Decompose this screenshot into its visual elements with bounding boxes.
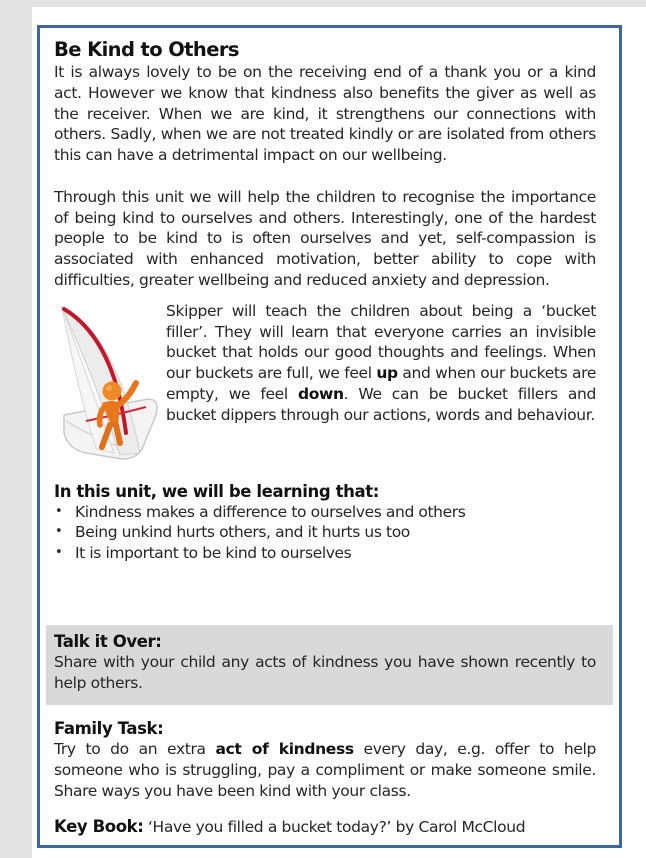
family-task-text: Try to do an extra act of kindness every day, e.g. offer to help someone who is struggling, pay a compliment or make someone smile. Share ways you have been kind with your class. (54, 740, 596, 800)
talk-it-over-heading: Talk it Over: (54, 632, 162, 651)
bold-down: down (297, 384, 344, 403)
learning-list (54, 502, 596, 564)
list-item: • It is important to be kind to ourselves (54, 543, 596, 564)
main-content (54, 38, 596, 563)
bold-act-of-kindness: act of kindness (215, 740, 354, 758)
skipper-section (54, 301, 596, 469)
family-task-section (54, 718, 596, 801)
key-book-title: ‘Have you filled a bucket today?’ by Carol McCloud (143, 818, 526, 836)
bold-up: up (376, 364, 398, 383)
sailboat-skipper-icon (56, 303, 164, 463)
family-task-heading: Family Task: (54, 719, 164, 738)
list-item: • Kindness makes a difference to ourselves and others (54, 502, 596, 523)
talk-it-over-box (46, 625, 613, 705)
list-item: • Being unkind hurts others, and it hurts us too (54, 522, 596, 543)
unit-paragraph: Through this unit we will help the children to recognise the importance of being kind to ourselves and others. Interestingly, one of the hardest people to be kind to is often ourselves and yet, self-compassion is associated with enhanced motivation, better ability to cope with difficulties, greater wellbeing and reduced anxiety and depression. (54, 187, 596, 289)
talk-it-over-text: Share with your child any acts of kindness you have shown recently to help others. (54, 653, 596, 692)
learning-heading: In this unit, we will be learning that: (54, 481, 379, 501)
key-book-line (54, 816, 614, 838)
key-book-label: Key Book: (54, 817, 144, 836)
intro-paragraph: It is always lovely to be on the receiving end of a thank you or a kind act. However we know that kindness also benefits the giver as well as the receiver. When we are kind, it strengthens our connections with others. Sadly, when we are not treated kindly or are isolated from others this can have a detrimental impact on our wellbeing. (54, 63, 596, 165)
skipper-paragraph: Skipper will teach the children about being a ‘bucket filler’. They will learn that everyone carries an invisible bucket that holds our good thoughts and feelings. When our buckets are full, we feel up and when our buckets are empty, we feel down. We can be bucket fillers and bucket dippers through our actions, words and behaviour. (166, 301, 596, 424)
page-title: Be Kind to Others (54, 38, 239, 61)
